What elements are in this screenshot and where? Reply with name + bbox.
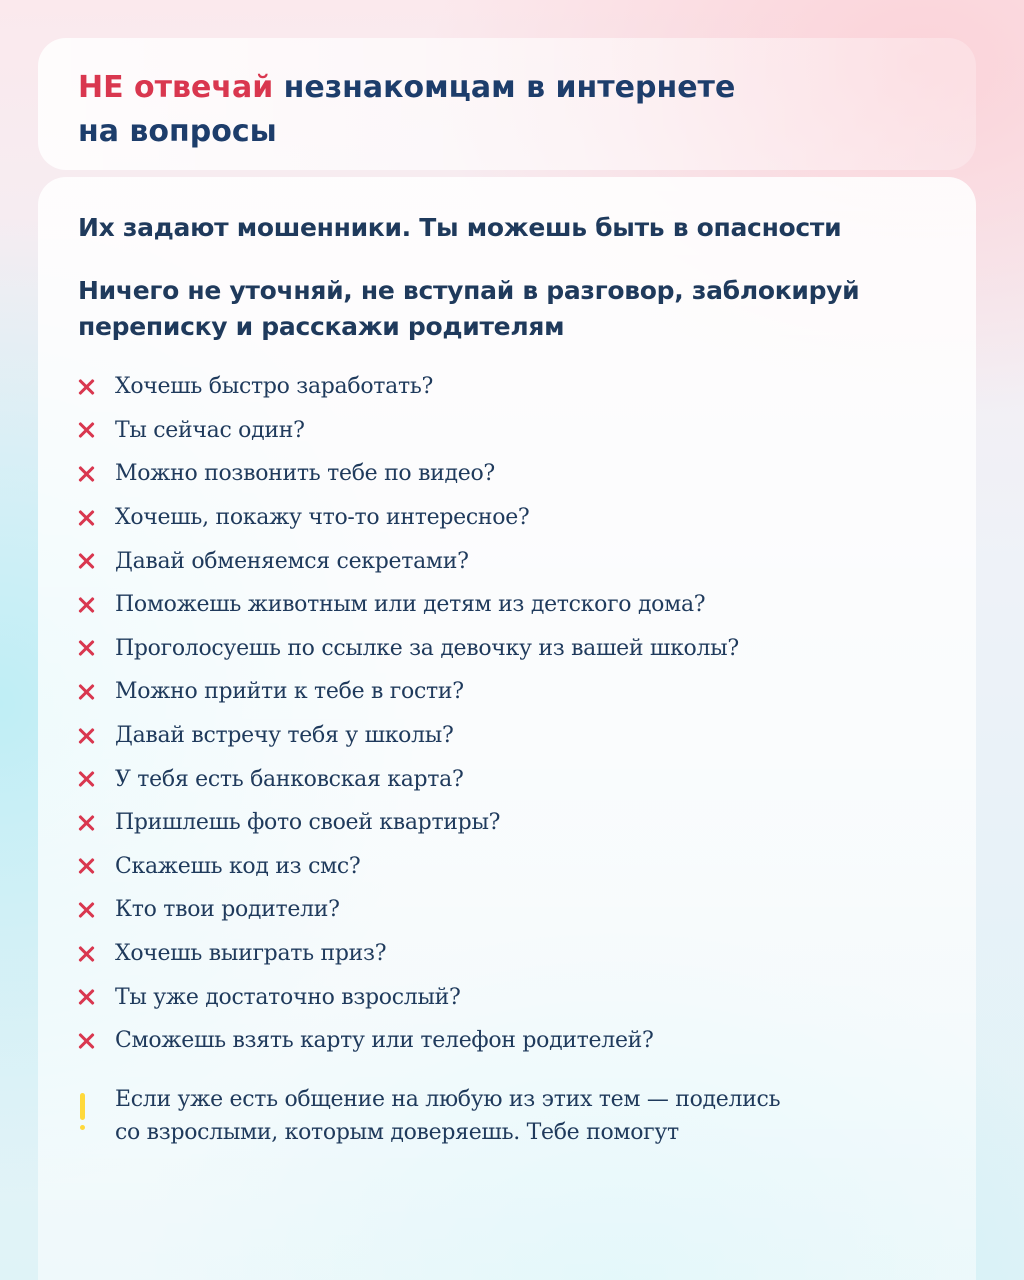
list-item: [78, 583, 938, 627]
title-accent: НЕ отвечай: [78, 70, 274, 105]
cross-icon: [78, 771, 94, 787]
question-text: Проголосуешь по ссылке за девочку из вашей школы?: [115, 635, 739, 661]
list-item: [78, 714, 938, 758]
list-item: [78, 496, 938, 540]
questions-list: [78, 365, 938, 1063]
title-rest: незнакомцам в интернете: [273, 70, 736, 105]
cross-icon: [78, 815, 94, 831]
list-item: [78, 975, 938, 1019]
list-item: [78, 409, 938, 453]
cross-icon: [78, 597, 94, 613]
cross-icon: [78, 902, 94, 918]
question-text: Сможешь взять карту или телефон родителей?: [115, 1028, 654, 1054]
cross-icon: [78, 466, 94, 482]
cross-icon: [78, 946, 94, 962]
list-item: [78, 757, 938, 801]
question-text: Поможешь животным или детям из детского дома?: [115, 592, 706, 618]
warning-note: [78, 1083, 938, 1149]
cross-icon: [78, 640, 94, 656]
question-text: Давай обменяемся секретами?: [115, 548, 469, 574]
question-text: Ты сейчас один?: [115, 417, 305, 443]
title-line2: на вопросы: [78, 114, 277, 149]
note-text: [115, 1083, 780, 1149]
page-title: [78, 66, 938, 154]
header-card: [38, 38, 976, 170]
question-text: Скажешь код из смс?: [115, 853, 361, 879]
list-item: [78, 932, 938, 976]
cross-icon: [78, 1033, 94, 1049]
list-item: [78, 801, 938, 845]
question-text: Кто твои родители?: [115, 897, 340, 923]
list-item: [78, 888, 938, 932]
note-line-1: Если уже есть общение на любую из этих тем — поделись: [115, 1087, 781, 1112]
main-card: [38, 177, 976, 1280]
list-item: [78, 539, 938, 583]
exclamation-icon: [78, 1093, 88, 1137]
cross-icon: [78, 858, 94, 874]
cross-icon: [78, 379, 94, 395]
question-text: Давай встречу тебя у школы?: [115, 723, 454, 749]
list-item: [78, 1019, 938, 1063]
note-line-2: со взрослыми, которым доверяешь. Тебе помогут: [115, 1120, 679, 1145]
question-text: Хочешь выиграть приз?: [115, 941, 387, 967]
question-text: Можно прийти к тебе в гости?: [115, 679, 464, 705]
cross-icon: [78, 553, 94, 569]
cross-icon: [78, 684, 94, 700]
lead-text-1: Их задают мошенники. Ты можешь быть в опасности: [78, 213, 842, 242]
question-text: Ты уже достаточно взрослый?: [115, 984, 461, 1010]
list-item: [78, 670, 938, 714]
list-item: [78, 845, 938, 889]
cross-icon: [78, 510, 94, 526]
cross-icon: [78, 422, 94, 438]
question-text: Хочешь, покажу что-то интересное?: [115, 505, 530, 531]
question-text: Пришлешь фото своей квартиры?: [115, 810, 501, 836]
question-text: Хочешь быстро заработать?: [115, 374, 433, 400]
question-text: У тебя есть банковская карта?: [115, 766, 464, 792]
lead-text-2: Ничего не уточняй, не вступай в разговор, заблокируй переписку и расскажи родителям: [78, 276, 860, 341]
cross-icon: [78, 989, 94, 1005]
list-item: [78, 365, 938, 409]
list-item: [78, 627, 938, 671]
cross-icon: [78, 728, 94, 744]
question-text: Можно позвонить тебе по видео?: [115, 461, 495, 487]
list-item: [78, 452, 938, 496]
